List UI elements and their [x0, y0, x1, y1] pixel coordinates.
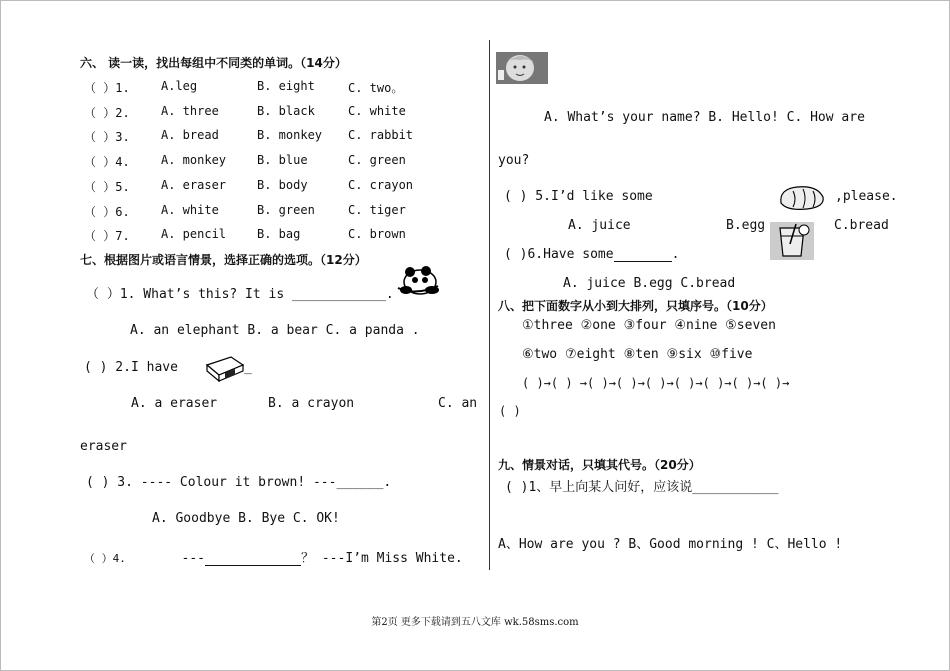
s6-row-4-option-c: C. green: [348, 153, 406, 167]
right-q6-text: ( )6.Have some: [504, 247, 614, 262]
s7-q4-blank: [205, 553, 301, 566]
s6-row-5-number: （ ）5.: [84, 180, 130, 194]
right-q-options: A. What’s your name? B. Hello! C. How are: [544, 110, 865, 125]
s7-q4: [84, 547, 463, 566]
s7-q2: ( ) 2.I have: [84, 360, 178, 375]
s6-row-2-option-b: B. black: [257, 104, 315, 118]
s9-q1: ( )1、早上向某人问好，应该说___________: [505, 480, 779, 495]
s7-q3: ( ) 3. ---- Colour it brown! ---______.: [86, 475, 392, 490]
juice-picture: [770, 222, 814, 260]
s6-row-1-option-b: B. eight: [257, 79, 315, 93]
s7-q4-paren: （ ）4.: [84, 552, 126, 565]
column-divider: [489, 40, 490, 570]
s8-order-chain: ( )→( ) →( )→( )→( )→( )→( )→( )→( )→: [522, 376, 790, 390]
right-q6: [504, 247, 679, 262]
s7-q2-option-c: C. an: [438, 396, 478, 411]
s6-row-2-number: （ ）2.: [84, 106, 130, 120]
s6-row-1-option-a: A.leg: [161, 79, 198, 93]
s6-row-4-option-a: A. monkey: [161, 153, 227, 167]
s7-q4-dash: ---: [181, 551, 206, 566]
section-8-heading: 八、把下面数字从小到大排列，只填序号。（10分）: [498, 299, 773, 313]
s6-row-3-option-a: A. bread: [161, 128, 219, 142]
s6-row-7-option-a: A. pencil: [161, 227, 227, 241]
s7-q2-option-b: B. a crayon: [268, 396, 355, 411]
s6-row-5-option-a: A. eraser: [161, 178, 227, 192]
right-q6-blank: [614, 249, 672, 262]
page-footer: 第2页 更多下载请到五八文库 wk.58sms.com: [371, 617, 579, 628]
s6-row-2-option-a: A. three: [161, 104, 219, 118]
right-q6-options: A. juice B.egg C.bread: [563, 276, 736, 291]
eraser-picture: [203, 353, 245, 383]
right-q5-option-c: C.bread: [834, 218, 889, 233]
s6-row-3-option-c: C. rabbit: [348, 128, 414, 142]
s6-row-2-option-c: C. white: [348, 104, 406, 118]
s6-row-6-option-b: B. green: [257, 203, 315, 217]
section-6-heading: 六、 读一读，找出每组中不同类的单词。（14分）: [80, 56, 347, 70]
s7-q4-tail: ？ ---I’m Miss White.: [301, 551, 463, 566]
s6-row-6-option-c: C. tiger: [348, 203, 406, 217]
s7-q3-options: A. Goodbye B. Bye C. OK!: [152, 511, 340, 526]
right-q5-option-a: A. juice: [568, 218, 631, 233]
s7-q1-options: A. an elephant B. a bear C. a panda .: [130, 323, 420, 338]
s7-q1: （ ）1. What’s this? It is ____________.: [86, 287, 394, 302]
s6-row-6-number: （ ）6.: [84, 205, 130, 219]
section-7-heading: 七、根据图片或语言情景，选择正确的选项。（12分）: [80, 253, 367, 267]
s7-q2-wrap: eraser: [80, 439, 127, 454]
s6-row-7-option-b: B. bag: [257, 227, 301, 241]
bread-picture: [777, 181, 827, 213]
s7-q2-tail: _: [244, 360, 252, 375]
s8-line-2: ⑥two ⑦eight ⑧ten ⑨six ⑩five: [522, 347, 753, 362]
s7-q2-option-a: A. a eraser: [131, 396, 218, 411]
right-q-wrap: you?: [498, 153, 530, 168]
s6-row-4-number: （ ）4.: [84, 155, 130, 169]
s6-row-1-option-c: C. two。: [348, 81, 404, 95]
right-q5: ( ) 5.I’d like some: [504, 189, 653, 204]
s8-line-1: ①three ②one ③four ④nine ⑤seven: [522, 318, 776, 333]
s6-row-3-number: （ ）3.: [84, 130, 130, 144]
s6-row-1-number: （ ）1.: [84, 81, 130, 95]
s6-row-5-option-b: B. body: [257, 178, 308, 192]
right-q5-tail: ,please.: [835, 189, 898, 204]
s6-row-3-option-b: B. monkey: [257, 128, 323, 142]
panda-picture: [396, 262, 440, 298]
s9-q1-options: A、How are you ? B、Good morning ! C、Hello !: [498, 537, 843, 552]
section-9-heading: 九、情景对话，只填其代号。（20分）: [498, 458, 701, 472]
right-q6-tail: .: [671, 247, 680, 262]
right-q5-option-b: B.egg: [726, 218, 766, 233]
s6-row-7-number: （ ）7.: [84, 229, 130, 243]
s6-row-6-option-a: A. white: [161, 203, 219, 217]
s8-order-chain-end: ( ): [499, 404, 521, 418]
s6-row-5-option-c: C. crayon: [348, 178, 414, 192]
s6-row-4-option-b: B. blue: [257, 153, 308, 167]
girl-picture: [496, 52, 548, 84]
s6-row-7-option-c: C. brown: [348, 227, 406, 241]
